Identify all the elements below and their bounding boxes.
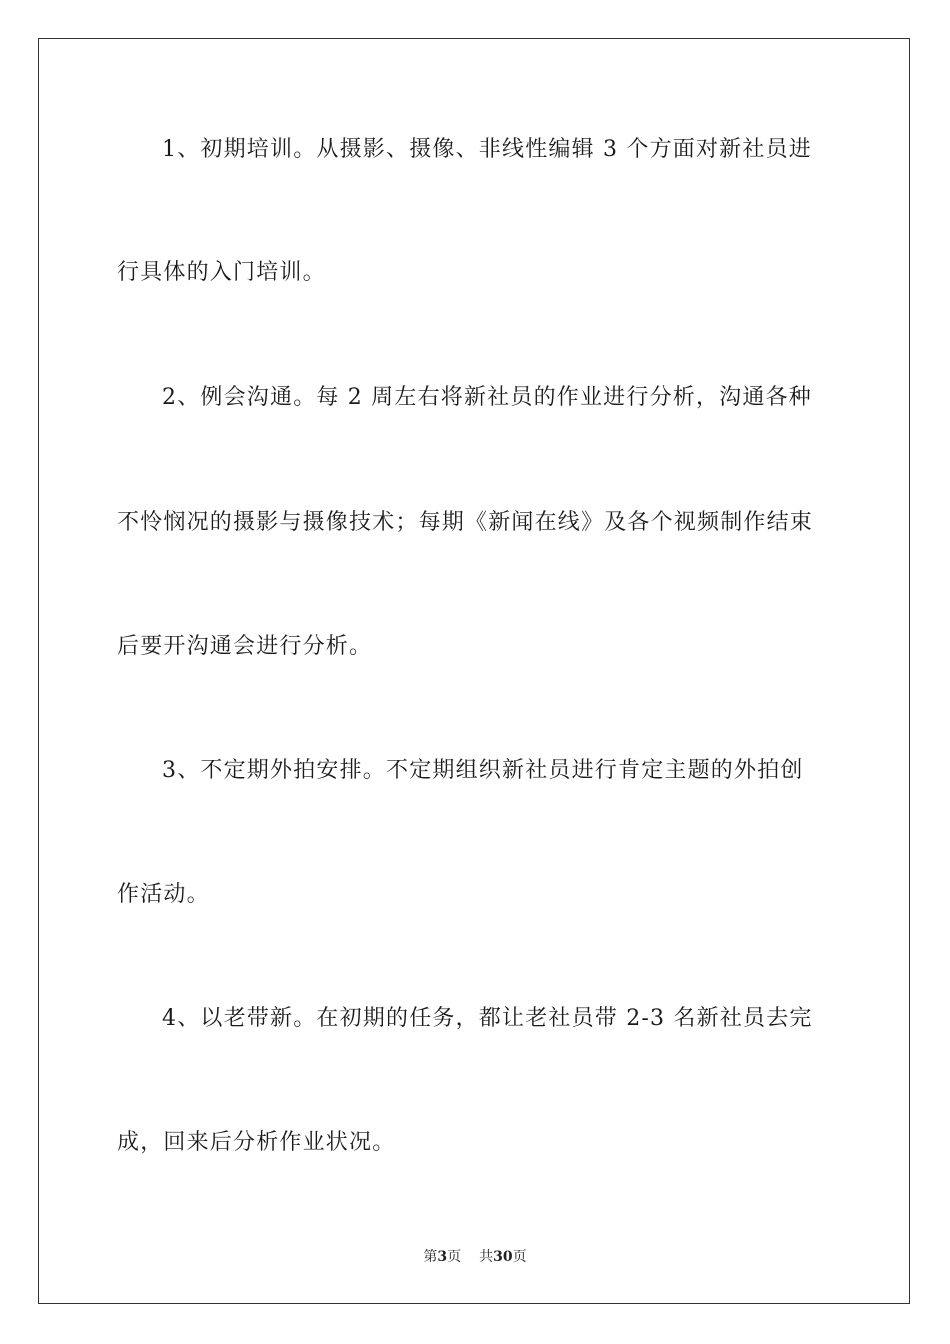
page-suffix: 页	[447, 1249, 462, 1265]
paragraph-2-line-1: 2、例会沟通。每 2 周左右将新社员的作业进行分析，沟通各种	[162, 385, 812, 410]
paragraph-2-line-2: 不怜悯况的摄影与摄像技术；每期《新闻在线》及各个视频制作结束	[117, 510, 814, 535]
page-prefix: 第	[423, 1249, 438, 1265]
paragraph-4-line-1: 4、以老带新。在初期的任务，都让老社员带 2-3 名新社员去完	[162, 1006, 813, 1031]
paragraph-1-line-2: 行具体的入门培训。	[117, 260, 326, 285]
page-border	[38, 38, 910, 1304]
paragraph-4-line-2: 成，回来后分析作业状况。	[117, 1130, 396, 1155]
page-footer	[0, 1247, 950, 1267]
paragraph-3-line-1: 3、不定期外拍安排。不定期组织新社员进行肯定主题的外拍创	[162, 758, 804, 783]
page-number: 3	[437, 1249, 448, 1265]
total-suffix: 页	[512, 1249, 527, 1265]
paragraph-1-line-1: 1、初期培训。从摄影、摄像、非线性编辑 3 个方面对新社员进	[162, 137, 812, 162]
total-pages: 30	[493, 1249, 513, 1265]
total-prefix: 共	[479, 1249, 494, 1265]
paragraph-3-line-2: 作活动。	[117, 882, 210, 907]
paragraph-2-line-3: 后要开沟通会进行分析。	[117, 634, 373, 659]
